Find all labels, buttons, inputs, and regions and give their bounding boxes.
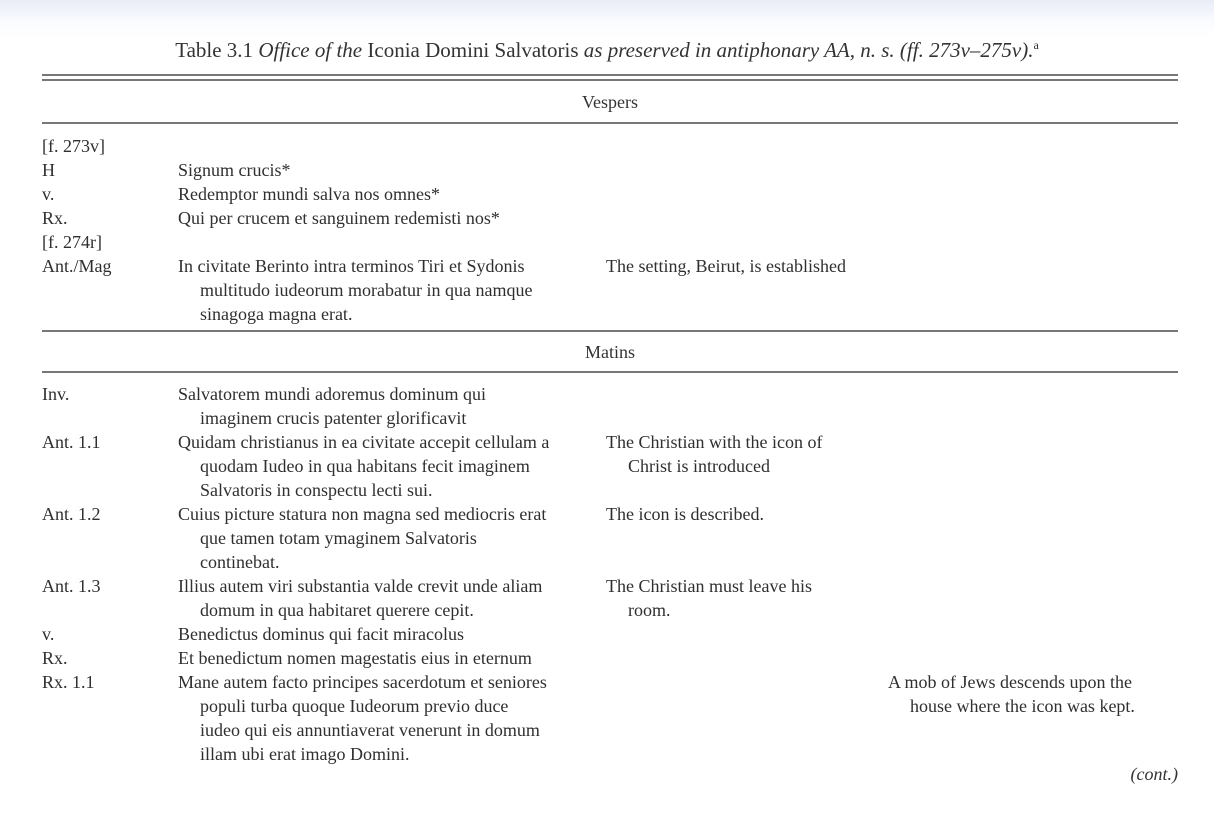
- row-label: Ant. 1.3: [42, 576, 101, 596]
- row-commentary: [606, 430, 886, 478]
- row-latin-text: [178, 430, 608, 502]
- caption-footnote-mark: a: [1033, 38, 1039, 52]
- row-commentary: [888, 670, 1168, 718]
- caption-italic-a: Office of the: [258, 38, 363, 62]
- table-caption: [0, 38, 1214, 63]
- row-latin-text: [178, 646, 608, 670]
- row-label: Rx. 1.1: [42, 672, 95, 692]
- text-line: que tamen totam ymaginem Salvatoris: [200, 528, 477, 548]
- row-latin-text: [178, 254, 608, 326]
- vespers-rule: [42, 122, 1178, 124]
- text-line: imaginem crucis patenter glorificavit: [200, 408, 467, 428]
- row-latin-text: [178, 574, 608, 622]
- text-line: Redemptor mundi salva nos omnes*: [178, 184, 440, 204]
- row-latin-text: [178, 622, 608, 646]
- text-line: populi turba quoque Iudeorum previo duce: [200, 696, 509, 716]
- text-line: illam ubi erat imago Domini.: [200, 744, 410, 764]
- row-latin-text: [178, 502, 608, 574]
- row-label: v.: [42, 624, 55, 644]
- note-line: The setting, Beirut, is established: [606, 256, 846, 276]
- caption-italic-b: as preserved in antiphonary AA, n. s. (ff. 273v–275v).: [583, 38, 1034, 62]
- row-commentary: [606, 502, 886, 526]
- row-latin-text: [178, 182, 608, 206]
- row-label: Ant. 1.2: [42, 504, 101, 524]
- row-commentary: [606, 254, 886, 278]
- section-header-matins: Matins: [584, 342, 635, 362]
- note-line: The icon is described.: [606, 504, 764, 524]
- matins-rule: [42, 371, 1178, 373]
- note-line: A mob of Jews descends upon the: [888, 672, 1132, 692]
- top-rule-1: [42, 74, 1178, 76]
- row-label: Ant. 1.1: [42, 432, 101, 452]
- note-line: The Christian with the icon of: [606, 432, 823, 452]
- row-latin-text: [178, 158, 608, 182]
- text-line: domum in qua habitaret querere cepit.: [200, 600, 474, 620]
- row-label: Rx.: [42, 648, 68, 668]
- section-header-vespers: Vespers: [582, 92, 638, 112]
- row-label: [f. 273v]: [42, 136, 105, 156]
- text-line: Salvatoris in conspectu lecti sui.: [200, 480, 433, 500]
- caption-roman: Iconia Domini Salvatoris: [367, 38, 579, 62]
- text-line: Quidam christianus in ea civitate accepit cellulam a: [178, 432, 550, 452]
- row-label: Ant./Mag: [42, 256, 112, 276]
- text-line: multitudo iudeorum morabatur in qua namque: [200, 280, 533, 300]
- text-line: Signum crucis*: [178, 160, 291, 180]
- text-line: sinagoga magna erat.: [200, 304, 353, 324]
- note-line: The Christian must leave his: [606, 576, 812, 596]
- text-line: Benedictus dominus qui facit miracolus: [178, 624, 464, 644]
- row-latin-text: [178, 382, 608, 430]
- text-line: Mane autem facto principes sacerdotum et seniores: [178, 672, 547, 692]
- text-line: In civitate Berinto intra terminos Tiri et Sydonis: [178, 256, 525, 276]
- row-label: [f. 274r]: [42, 232, 102, 252]
- caption-label: Table 3.1: [175, 38, 254, 62]
- text-line: continebat.: [200, 552, 280, 572]
- text-line: Et benedictum nomen magestatis eius in eternum: [178, 648, 532, 668]
- text-line: Illius autem viri substantia valde crevit unde aliam: [178, 576, 543, 596]
- continuation-mark: (cont.): [1130, 764, 1178, 784]
- row-label: Rx.: [42, 208, 68, 228]
- row-commentary: [606, 574, 886, 622]
- row-label: Inv.: [42, 384, 70, 404]
- text-line: Cuius picture statura non magna sed mediocris erat: [178, 504, 547, 524]
- text-line: Qui per crucem et sanguinem redemisti nos*: [178, 208, 500, 228]
- row-latin-text: [178, 206, 608, 230]
- text-line: iudeo qui eis annuntiaverat venerunt in domum: [200, 720, 540, 740]
- note-line: house where the icon was kept.: [910, 696, 1135, 716]
- row-latin-text: [178, 670, 608, 766]
- text-line: quodam Iudeo in qua habitans fecit imaginem: [200, 456, 530, 476]
- row-label: H: [42, 160, 55, 180]
- text-line: Salvatorem mundi adoremus dominum qui: [178, 384, 486, 404]
- top-rule-2: [42, 79, 1178, 81]
- note-line: Christ is introduced: [628, 456, 770, 476]
- note-line: room.: [628, 600, 671, 620]
- matins-top-rule: [42, 330, 1178, 332]
- row-label: v.: [42, 184, 55, 204]
